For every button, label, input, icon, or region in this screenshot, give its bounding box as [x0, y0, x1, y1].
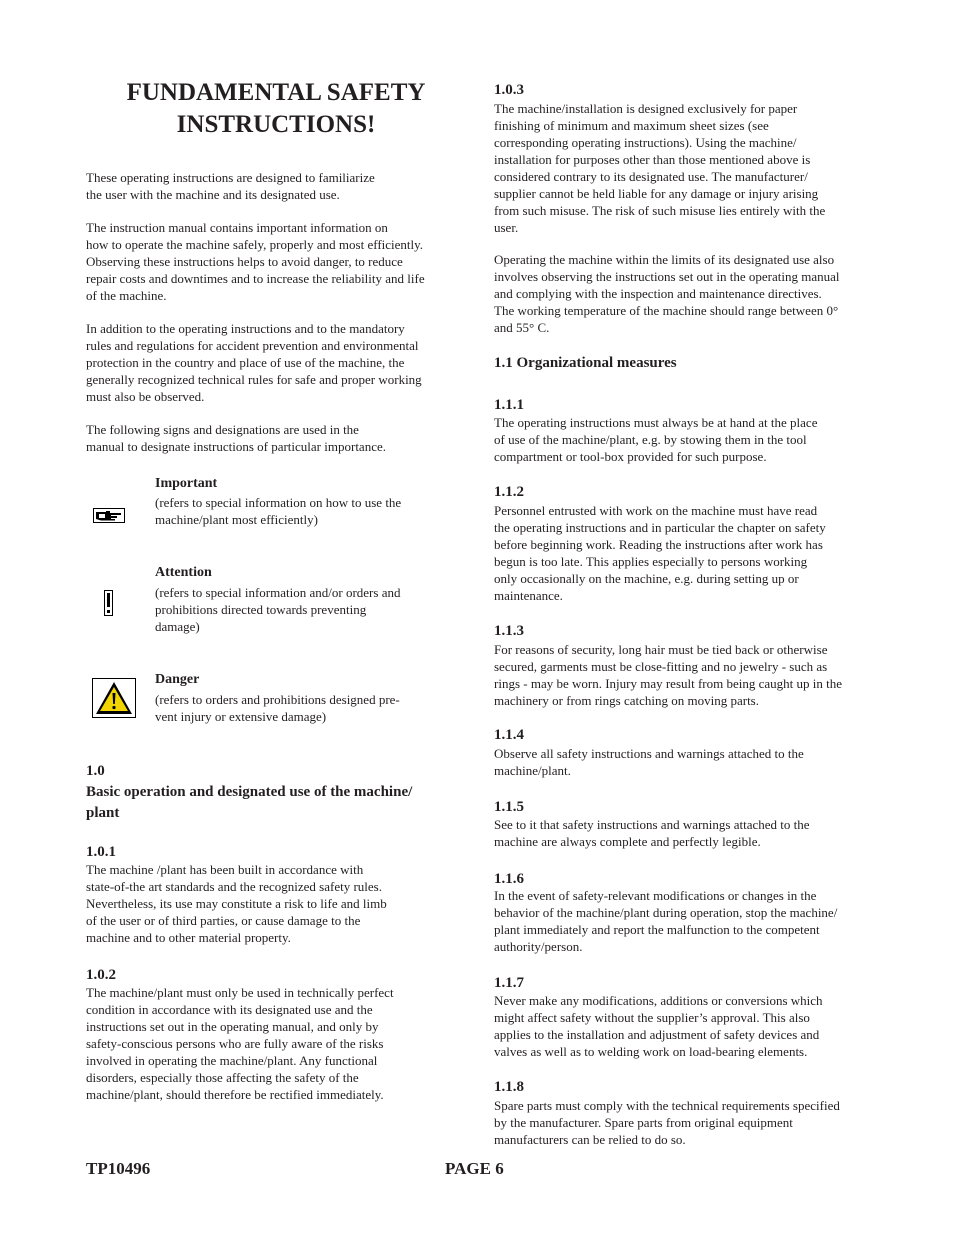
item-number-1-0-3: 1.0.3	[494, 82, 524, 98]
item-number-1-1-8: 1.1.8	[494, 1079, 524, 1095]
item-text-1-0-1: The machine /plant has been built in accordance with state-of-the art standards and the recognized safety rules. Nevertheless, its use may constitute a risk to life and limb of the user or of third parties, or cause damage to the machine and to other material property.	[86, 862, 387, 945]
intro-paragraph-2: The instruction manual contains important information on how to operate the machine safely, properly and most efficiently. Observing these instructions helps to avoid danger, to reduce repair costs and downtimes and to increase the reliability and life of the machine.	[86, 220, 425, 303]
sign-label-important: Important	[155, 476, 218, 491]
sign-label-danger: Danger	[155, 672, 200, 687]
item-number-1-1-2: 1.1.2	[494, 484, 524, 500]
item-number-1-1-7: 1.1.7	[494, 975, 524, 991]
item-text-1-1-8: Spare parts must comply with the technical requirements specified by the manufacturer. Spare parts from original equipment manufacturers can be relied to do so.	[494, 1098, 840, 1147]
warning-triangle-icon	[92, 678, 136, 718]
section-title-1-0: Basic operation and designated use of the machine/ plant	[86, 784, 413, 821]
item-number-1-1-1: 1.1.1	[494, 397, 524, 413]
sign-text-danger: (refers to orders and prohibitions designed pre- vent injury or extensive damage)	[155, 692, 400, 724]
item-number-1-1-4: 1.1.4	[494, 727, 524, 743]
item-text-1-1-2: Personnel entrusted with work on the machine must have read the operating instructions and in particular the chapter on safety before beginning work. Reading the instructions after work has begun is too late. This applies especially to persons working only occasionally on the machine, e.g. during setting up or maintenance.	[494, 503, 826, 603]
exclamation-icon	[104, 590, 113, 616]
sign-text-important: (refers to special information on how to use the machine/plant most efficiently)	[155, 495, 402, 527]
item-number-1-1-3: 1.1.3	[494, 623, 524, 639]
item-text-1-1-4: Observe all safety instructions and warnings attached to the machine/plant.	[494, 746, 804, 778]
item-text-1-1-5: See to it that safety instructions and warnings attached to the machine are always complete and perfectly legible.	[494, 817, 810, 849]
footer-page-number: PAGE 6	[445, 1159, 504, 1178]
sign-text-attention: (refers to special information and/or orders and prohibitions directed towards preventing damage)	[155, 585, 401, 634]
item-text-1-1-7: Never make any modifications, additions or conversions which might affect safety without the supplier’s approval. This also applies to the installation and adjustment of safety devices and valves as well as to welding work on load-bearing elements.	[494, 993, 823, 1059]
footer-doc-id: TP10496	[86, 1159, 151, 1178]
item-number-1-1-5: 1.1.5	[494, 799, 524, 815]
item-number-1-0-1: 1.0.1	[86, 844, 116, 860]
item-text-1-0-3-continued: Operating the machine within the limits of its designated use also involves observing the instructions set out in the operating manual and complying with the inspection and maintenance directives. The working temperature of the machine should range between 0° and 55° C.	[494, 252, 840, 335]
section-number-1-0: 1.0	[86, 763, 105, 779]
pointing-hand-icon	[93, 508, 125, 523]
section-title-1-1: 1.1 Organizational measures	[494, 355, 677, 371]
sign-label-attention: Attention	[155, 565, 212, 580]
intro-paragraph-1: These operating instructions are designed to familiarize the user with the machine and its designated use.	[86, 170, 375, 202]
item-text-1-1-3: For reasons of security, long hair must be tied back or otherwise secured, garments must be close-fitting and no jewelry - such as rings - may be worn. Injury may result from being caught up in the machinery or from rings catching on moving parts.	[494, 642, 843, 708]
item-number-1-0-2: 1.0.2	[86, 967, 116, 983]
page-title: FUNDAMENTAL SAFETY INSTRUCTIONS!	[126, 79, 426, 138]
item-text-1-1-6: In the event of safety-relevant modifications or changes in the behavior of the machine/plant during operation, stop the machine/ plant immediately and report the malfunction to the competent authority/person.	[494, 888, 838, 954]
item-text-1-0-2: The machine/plant must only be used in technically perfect condition in accordance with its designated use and the instructions set out in the operating manual, and only by safety-conscious persons who are fully aware of the risks involved in operating the machine/plant. Any functional disorders, especially those affecting the safety of the machine/plant, should therefore be rectified immediately.	[86, 985, 394, 1102]
intro-paragraph-3: In addition to the operating instructions and to the mandatory rules and regulations for accident prevention and environmental protection in the country and place of use of the machine, the generally recognized technical rules for safe and proper working must also be observed.	[86, 321, 422, 404]
item-number-1-1-6: 1.1.6	[494, 871, 524, 887]
item-text-1-1-1: The operating instructions must always be at hand at the place of use of the machine/plant, e.g. by stowing them in the tool compartment or tool-box provided for such purpose.	[494, 415, 818, 464]
intro-paragraph-4: The following signs and designations are used in the manual to designate instructions of particular importance.	[86, 422, 386, 454]
item-text-1-0-3: The machine/installation is designed exclusively for paper finishing of minimum and maximum sheet sizes (see corresponding operating instructions). Using the machine/ installation for purposes other than those mentioned above is considered contrary to its designated use. The manufacturer/ supplier cannot be held liable for any damage or injury arising from such misuse. The risk of such misuse lies entirely with the user.	[494, 101, 826, 235]
